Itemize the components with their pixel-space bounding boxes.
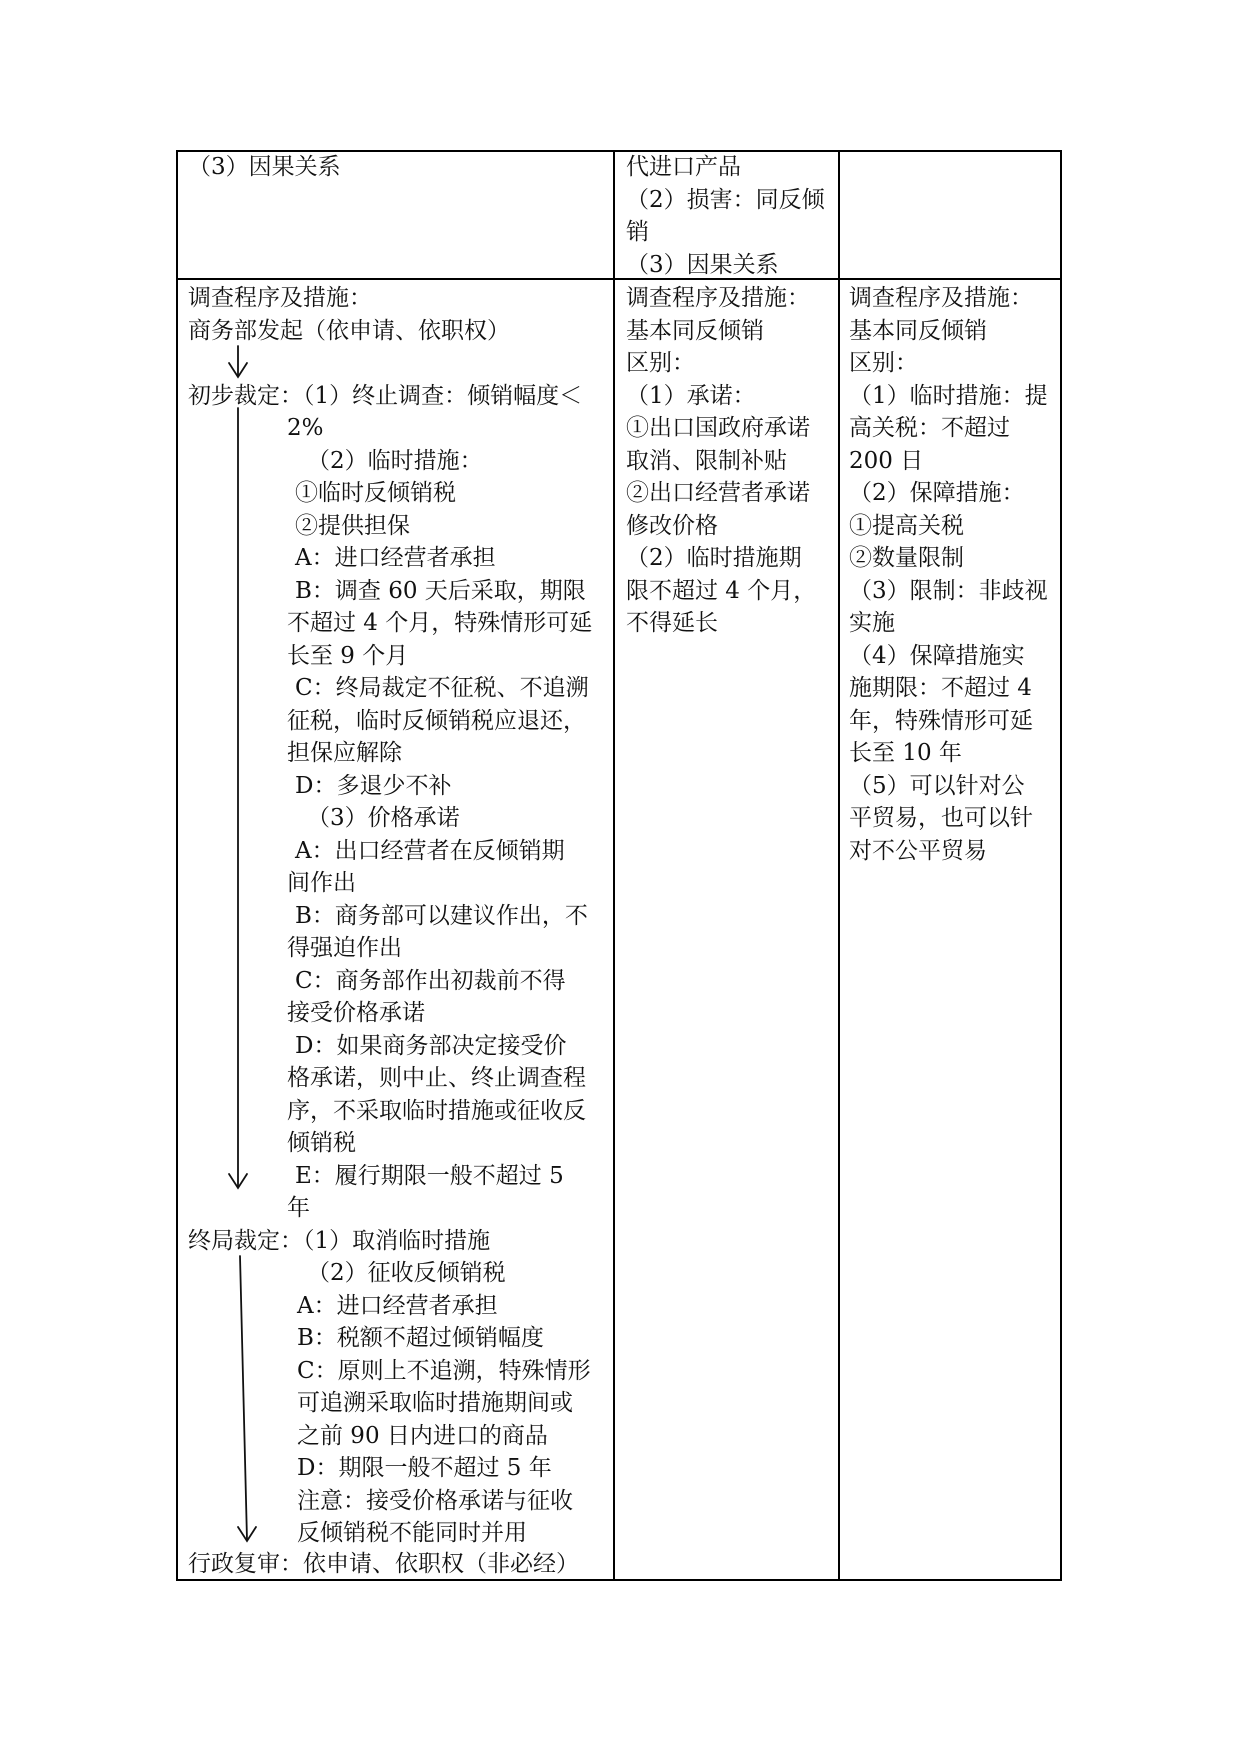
text-line: （1）取消临时措施 [303, 1228, 491, 1254]
text-line: 施期限：不超过 4 [849, 675, 1032, 701]
text-line: 不超过 4 个月，特殊情形可延 [287, 610, 593, 636]
table-border-left [176, 150, 178, 1581]
text-line: 长至 10 年 [849, 740, 962, 766]
text-line: 200 日 [849, 447, 924, 474]
text-line: 不得延长 [626, 610, 718, 636]
text-line: 注意：接受价格承诺与征收 [297, 1487, 573, 1514]
text-line: 征税，临时反倾销税应退还， [287, 707, 586, 734]
row2-col2-cell [626, 282, 816, 640]
text-line: 对不公平贸易 [849, 837, 987, 864]
text-line: 之前 90 日内进口的商品 [297, 1422, 548, 1449]
text-line: 接受价格承诺 [287, 1000, 425, 1026]
text-line: ②出口经营者承诺 [626, 480, 810, 506]
text-line: 调查程序及措施： [626, 285, 810, 311]
table-border-right [1060, 150, 1062, 1581]
text-line: （3）价格承诺 [307, 805, 460, 831]
text-line: 调查程序及措施： [849, 285, 1033, 311]
text-line: 序，不采取临时措施或征收反 [287, 1097, 586, 1124]
arrow-final-long [240, 1256, 247, 1540]
text-line: D：如果商务部决定接受价 [295, 1032, 567, 1059]
text-line: ①临时反倾销税 [295, 480, 456, 506]
text-line: （3）因果关系 [188, 154, 341, 180]
text-line: C：商务部作出初裁前不得 [295, 967, 566, 994]
text-line: 行政复审：依申请、依职权（非必经） [188, 1551, 579, 1577]
text-line: 限不超过 4 个月， [626, 577, 817, 604]
final-details [297, 1257, 591, 1550]
row2-col1-heading [188, 282, 510, 347]
arrow-head-prelim [229, 363, 247, 377]
final-label [188, 1225, 490, 1258]
text-line: 长至 9 个月 [287, 642, 409, 669]
text-line: ①出口国政府承诺 [626, 415, 810, 441]
text-line: 2% [287, 415, 324, 441]
prelim-details [287, 412, 592, 1225]
text-line: （2）征收反倾销税 [307, 1260, 506, 1286]
table-column-divider-1 [613, 150, 615, 1581]
text-line: D：多退少不补 [295, 772, 452, 799]
arrow-head-final-long [238, 1527, 256, 1541]
text-line: D：期限一般不超过 5 年 [297, 1455, 552, 1481]
text-line: （2）临时措施： [307, 447, 483, 474]
text-line: 实施 [849, 610, 895, 636]
row1-col2-cell [626, 151, 825, 281]
text-line: 取消、限制补贴 [626, 447, 787, 474]
text-line: 调查程序及措施： [188, 285, 372, 311]
text-line: （3）限制：非歧视 [849, 577, 1048, 604]
text-line: A：进口经营者承担 [295, 545, 496, 571]
text-line: 区别： [849, 350, 918, 376]
text-line: B：税额不超过倾销幅度 [297, 1325, 544, 1351]
text-line: （2）保障措施： [849, 480, 1025, 506]
text-line: 区别： [626, 350, 695, 376]
table-row-divider [176, 278, 1062, 280]
text-line: A：出口经营者在反倾销期 [295, 837, 565, 864]
text-line: 基本同反倾销 [849, 317, 987, 344]
text-line: 修改价格 [626, 512, 718, 539]
text-line: 高关税：不超过 [849, 415, 1010, 441]
text-line: 格承诺，则中止、终止调查程 [287, 1065, 586, 1091]
text-line: 终局裁定： [188, 1228, 303, 1254]
text-line: 基本同反倾销 [626, 317, 764, 344]
text-line: 初步裁定： [188, 383, 303, 409]
text-line: （5）可以针对公 [849, 772, 1025, 799]
text-line: A：进口经营者承担 [297, 1292, 498, 1319]
text-line: （1）终止调查：倾销幅度＜ [303, 383, 583, 409]
text-line: 担保应解除 [287, 740, 402, 766]
text-line: 反倾销税不能同时并用 [297, 1520, 527, 1546]
text-line: （4）保障措施实 [849, 642, 1025, 669]
text-line: C：终局裁定不征税、不追溯 [295, 675, 589, 701]
text-line: 得强迫作出 [287, 935, 402, 961]
text-line: 代进口产品 [626, 154, 741, 180]
text-line: （2）临时措施期 [626, 545, 802, 571]
review-line [188, 1548, 579, 1581]
text-line: E：履行期限一般不超过 5 [295, 1162, 564, 1189]
row2-col3-cell [849, 282, 1048, 867]
arrow-head-prelim-long [229, 1174, 247, 1188]
text-line: （3）因果关系 [626, 251, 779, 278]
table-column-divider-2 [838, 150, 840, 1581]
text-line: B：调查 60 天后采取，期限 [295, 577, 586, 604]
text-line: B：商务部可以建议作出，不 [295, 902, 588, 929]
text-line: （1）承诺： [626, 382, 756, 409]
text-line: （2）损害：同反倾 [626, 186, 825, 213]
text-line: 年 [287, 1195, 310, 1221]
text-line: 倾销税 [287, 1130, 356, 1156]
text-line: （1）临时措施：提 [849, 382, 1048, 409]
text-line: ②数量限制 [849, 545, 964, 571]
text-line: 商务部发起（依申请、依职权） [188, 317, 510, 344]
prelim-label [188, 380, 582, 413]
text-line: 可追溯采取临时措施期间或 [297, 1390, 573, 1416]
text-line: 平贸易，也可以针 [849, 805, 1033, 831]
text-line: 销 [626, 219, 649, 245]
row1-col1-cell [188, 151, 341, 184]
text-line: 年，特殊情形可延 [849, 707, 1033, 734]
text-line: ①提高关税 [849, 512, 964, 539]
text-line: C：原则上不追溯，特殊情形 [297, 1357, 591, 1384]
text-line: ②提供担保 [295, 512, 410, 539]
text-line: 间作出 [287, 870, 356, 896]
